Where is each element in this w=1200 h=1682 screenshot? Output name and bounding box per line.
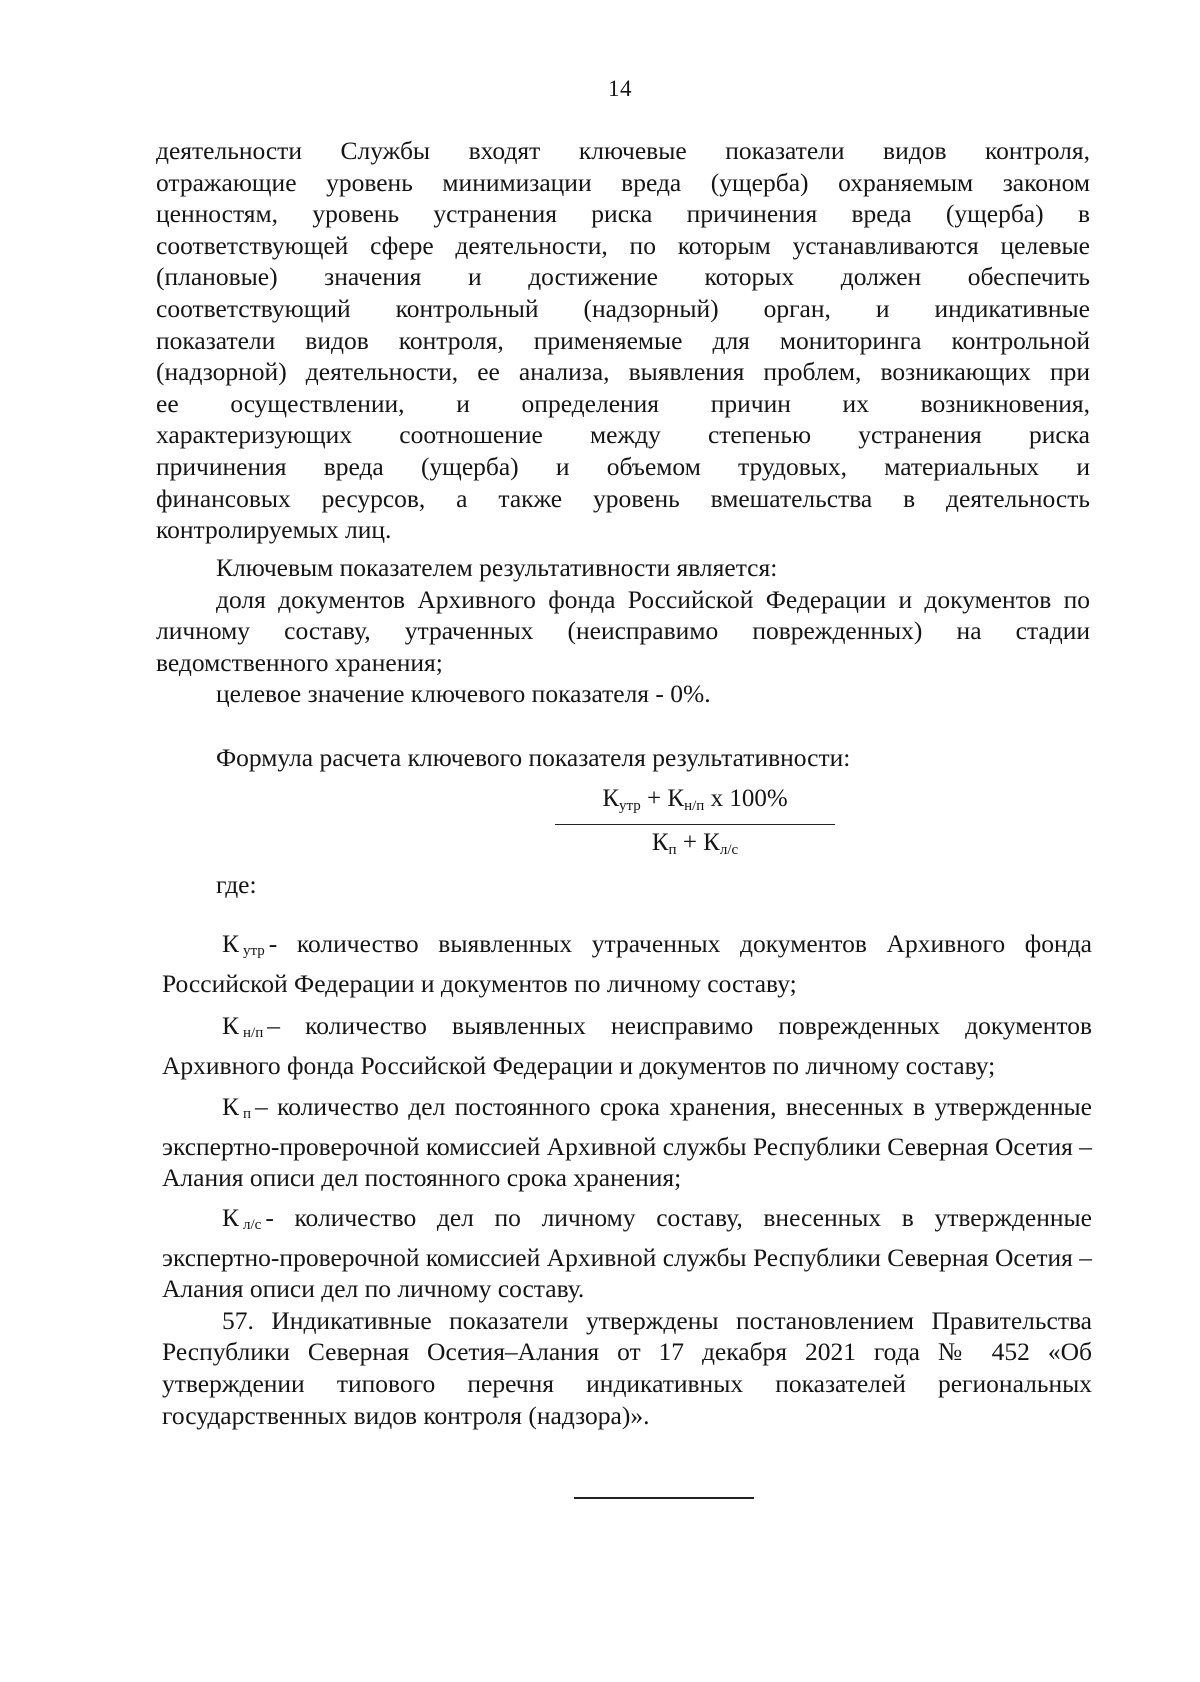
formula-heading-block [156,742,1090,774]
intro-line: ценностям, уровень устранения риска причинения вреда (ущерба) в [156,199,1090,229]
formula-heading: Формула расчета ключевого показателя результативности: [216,743,851,772]
intro-line: соответствующей сфере деятельности, по которым устанавливаются целевые [156,230,1090,260]
definition-text [162,1091,1092,1194]
formula-denominator [555,825,835,866]
definition-symbol: К [222,1011,240,1040]
intro-line: (надзорной) деятельности, ее анализа, выявления проблем, возникающих при [156,357,1090,387]
definition-symbol: К [222,1203,240,1232]
key-indicator-heading: Ключевым показателем результативности является: [216,553,778,582]
definition-k-utr [162,928,1092,999]
end-rule [574,1497,754,1499]
intro-line: соответствующий контрольный (надзорный) орган, и индикативные [156,293,1090,323]
key-indicator-text: доля документов Архивного фонда Российской Федерации и документов по личному составу, утраченных (неисправимо поврежденных) на стадии ведомственного хранения; [156,584,1090,677]
definition-subscript: л/с [243,1217,262,1233]
intro-line: отражающие уровень минимизации вреда (ущерба) охраняемым законом [156,167,1090,197]
definition-symbol: К [222,929,240,958]
definition-subscript: н/п [243,1025,264,1041]
intro-line: контролируемых лиц. [156,515,392,545]
definition-subscript: п [243,1106,252,1122]
definition-text [162,1202,1092,1305]
formula-subscript: п [668,842,677,858]
formula-subscript: утр [619,798,641,814]
formula-operator: + К [676,829,720,856]
where-block [156,869,1090,901]
intro-line: ее осуществлении, и определения причин их возникновения, [156,388,1090,418]
definition-body: - количество дел по личному составу, внесенных в утвержденные экспертно-проверочной комиссией Архивной службы Республики Северная Осетия –Алания описи дел по личному составу. [162,1203,1092,1304]
formula-numerator [555,784,835,825]
definition-symbol: К [222,1092,240,1121]
formula-symbol: К [602,785,620,812]
formula-multiplier: х 100% [704,785,788,812]
definition-body: – количество выявленных неисправимо поврежденных документов Архивного фонда Российской Федерации и документов по личному составу; [162,1011,1092,1080]
formula-subscript: л/с [719,842,739,858]
definition-text [162,1010,1092,1081]
key-indicator-section [156,552,1090,710]
formula-operator: + К [640,785,685,812]
intro-paragraph [156,135,1090,546]
intro-line: (плановые) значения и достижение которых должен обеспечить [156,262,1090,292]
page-number: 14 [608,76,632,101]
definition-body: – количество дел постоянного срока хранения, внесенных в утвержденные экспертно-проверочной комиссией Архивной службы Республики Северная Осетия –Алания описи дел постоянного срока хранения; [162,1092,1092,1193]
intro-line: финансовых ресурсов, а также уровень вмешательства в деятельность [156,483,1090,513]
formula-symbol: К [651,829,669,856]
definition-body: - количество выявленных утраченных документов Архивного фонда Российской Федерации и документов по личному составу; [162,929,1092,998]
definition-k-p [162,1091,1092,1194]
definition-k-np [162,1010,1092,1081]
formula [555,784,835,866]
definition-text [162,928,1092,999]
formula-subscript: н/п [684,798,705,814]
definition-k-ls [162,1202,1092,1431]
where-label: где: [216,870,257,899]
intro-line: характеризующих соотношение между степенью устранения риска [156,420,1090,450]
paragraph-57: 57. Индикативные показатели утверждены постановлением Правительства Республики Северная Осетия–Алания от 17 декабря 2021 года № 452 «Об утверждении типового перечня индикативных показателей региональных государственных видов контроля (надзора)». [162,1305,1092,1430]
intro-line: показатели видов контроля, применяемые для мониторинга контрольной [156,325,1090,355]
definition-subscript: утр [243,943,265,959]
target-value: целевое значение ключевого показателя - 0%. [216,679,711,709]
intro-line: причинения вреда (ущерба) и объемом трудовых, материальных и [156,451,1090,481]
intro-line: деятельности Службы входят ключевые показатели видов контроля, [156,136,1090,165]
